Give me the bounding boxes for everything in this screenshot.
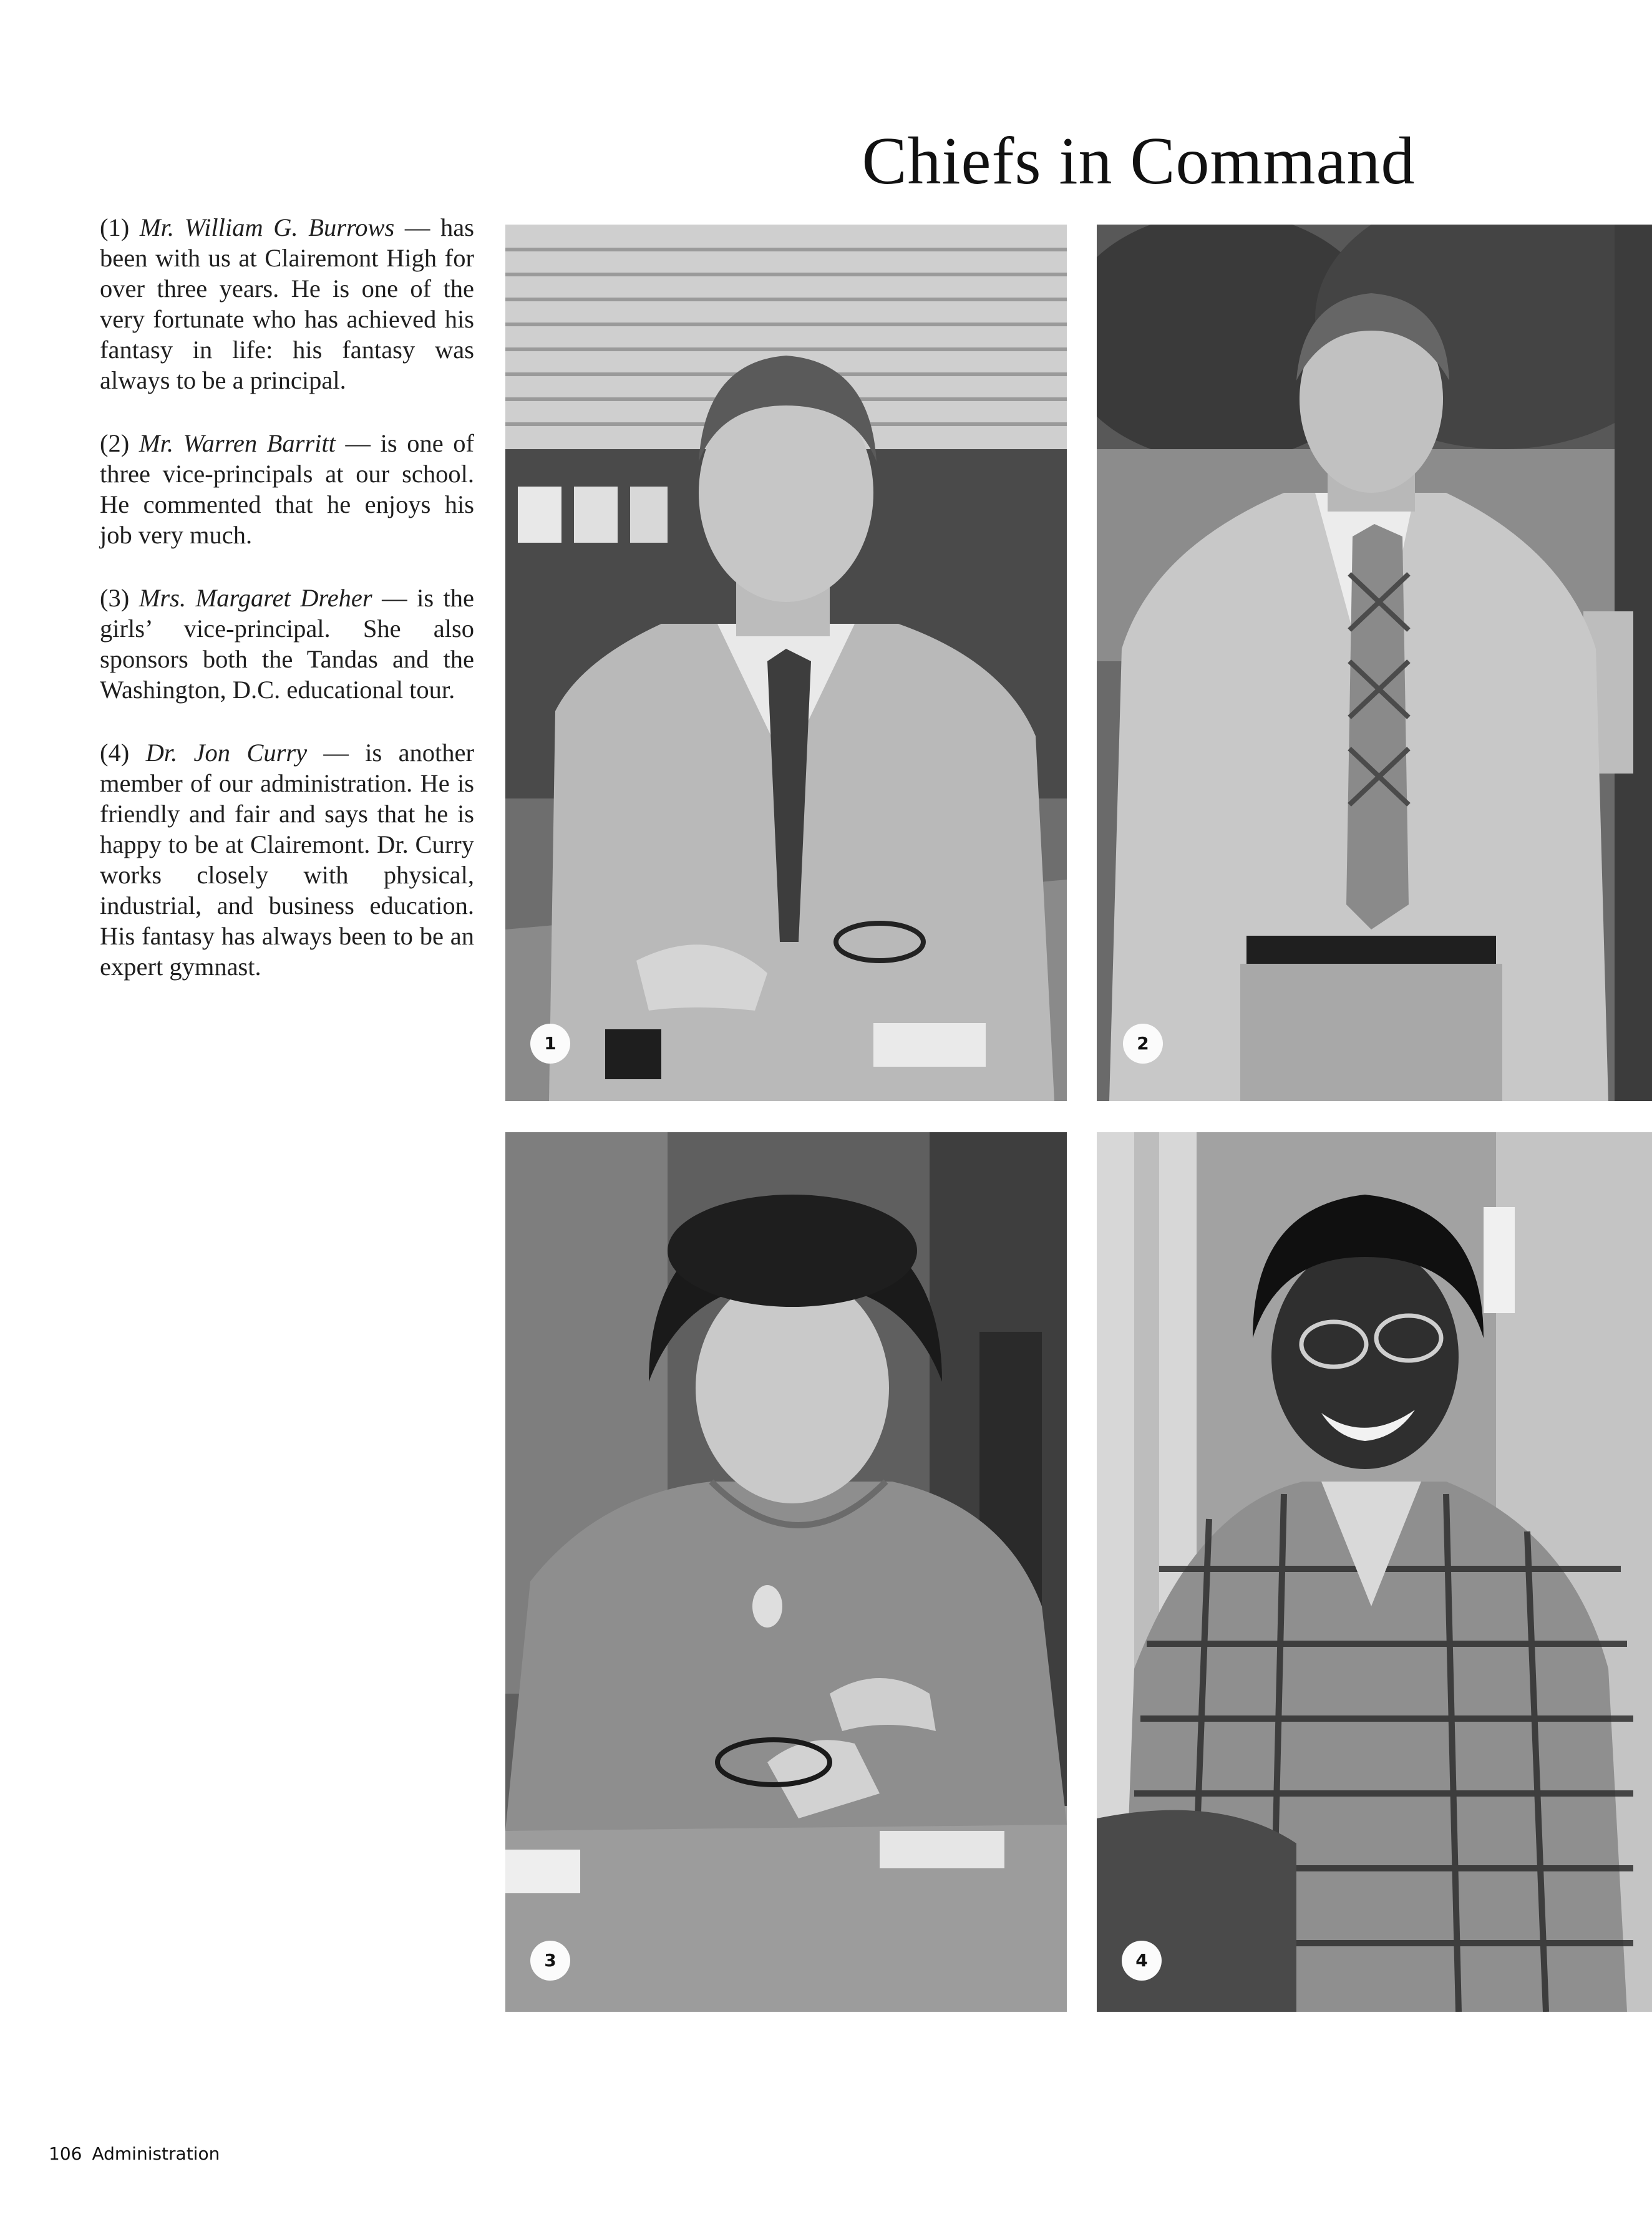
photo-barritt	[1097, 225, 1652, 1101]
photo-number-badge: 3	[530, 1941, 570, 1981]
caption-text: — has been with us at Clairemont High for over three years. He is one of the very fortunate who has achieved his fantasy in life: his fantasy was always to be a principal.	[100, 213, 474, 394]
caption-person-name: Mrs. Margaret Dreher	[138, 584, 372, 612]
caption-number: (1)	[100, 213, 130, 241]
photo-barritt-image	[1097, 225, 1652, 1101]
caption-number: (4)	[100, 739, 130, 767]
caption-column	[100, 212, 474, 1014]
caption-text: — is another member of our administration. He is friendly and fair and says that he is happy to be at Clairemont. Dr. Curry works closely with physical, industrial, and business education. His fantasy has always been to be an expert gymnast.	[100, 739, 475, 981]
photo-number-badge: 2	[1123, 1024, 1163, 1064]
caption-text: — is the girls’ vice-principal. She also sponsors both the Tandas and the Washington, D.C. educational tour.	[100, 584, 475, 704]
page-number: 106	[49, 2143, 82, 2164]
caption-person-name: Mr. William G. Burrows	[139, 213, 395, 241]
caption-burrows	[100, 212, 474, 395]
page-title: Chiefs in Command	[862, 124, 1416, 198]
caption-number: (2)	[100, 429, 130, 457]
photo-curry-image	[1097, 1132, 1652, 2012]
caption-number: (3)	[100, 584, 130, 612]
photo-number-badge: 1	[530, 1024, 570, 1064]
caption-barritt	[100, 428, 474, 550]
photo-burrows	[505, 225, 1067, 1101]
caption-person-name: Dr. Jon Curry	[145, 739, 308, 767]
photo-curry	[1097, 1132, 1652, 2012]
caption-text: — is one of three vice-principals at our school. He commented that he enjoys his job very much.	[100, 429, 475, 549]
photo-burrows-image	[505, 225, 1067, 1101]
page-footer	[49, 2143, 220, 2164]
caption-person-name: Mr. Warren Barritt	[138, 429, 336, 457]
caption-curry	[100, 737, 474, 982]
photo-dreher	[505, 1132, 1067, 2012]
photo-number-badge: 4	[1122, 1941, 1162, 1981]
section-name: Administration	[92, 2143, 220, 2164]
photo-dreher-image	[505, 1132, 1067, 2012]
caption-dreher	[100, 583, 474, 705]
